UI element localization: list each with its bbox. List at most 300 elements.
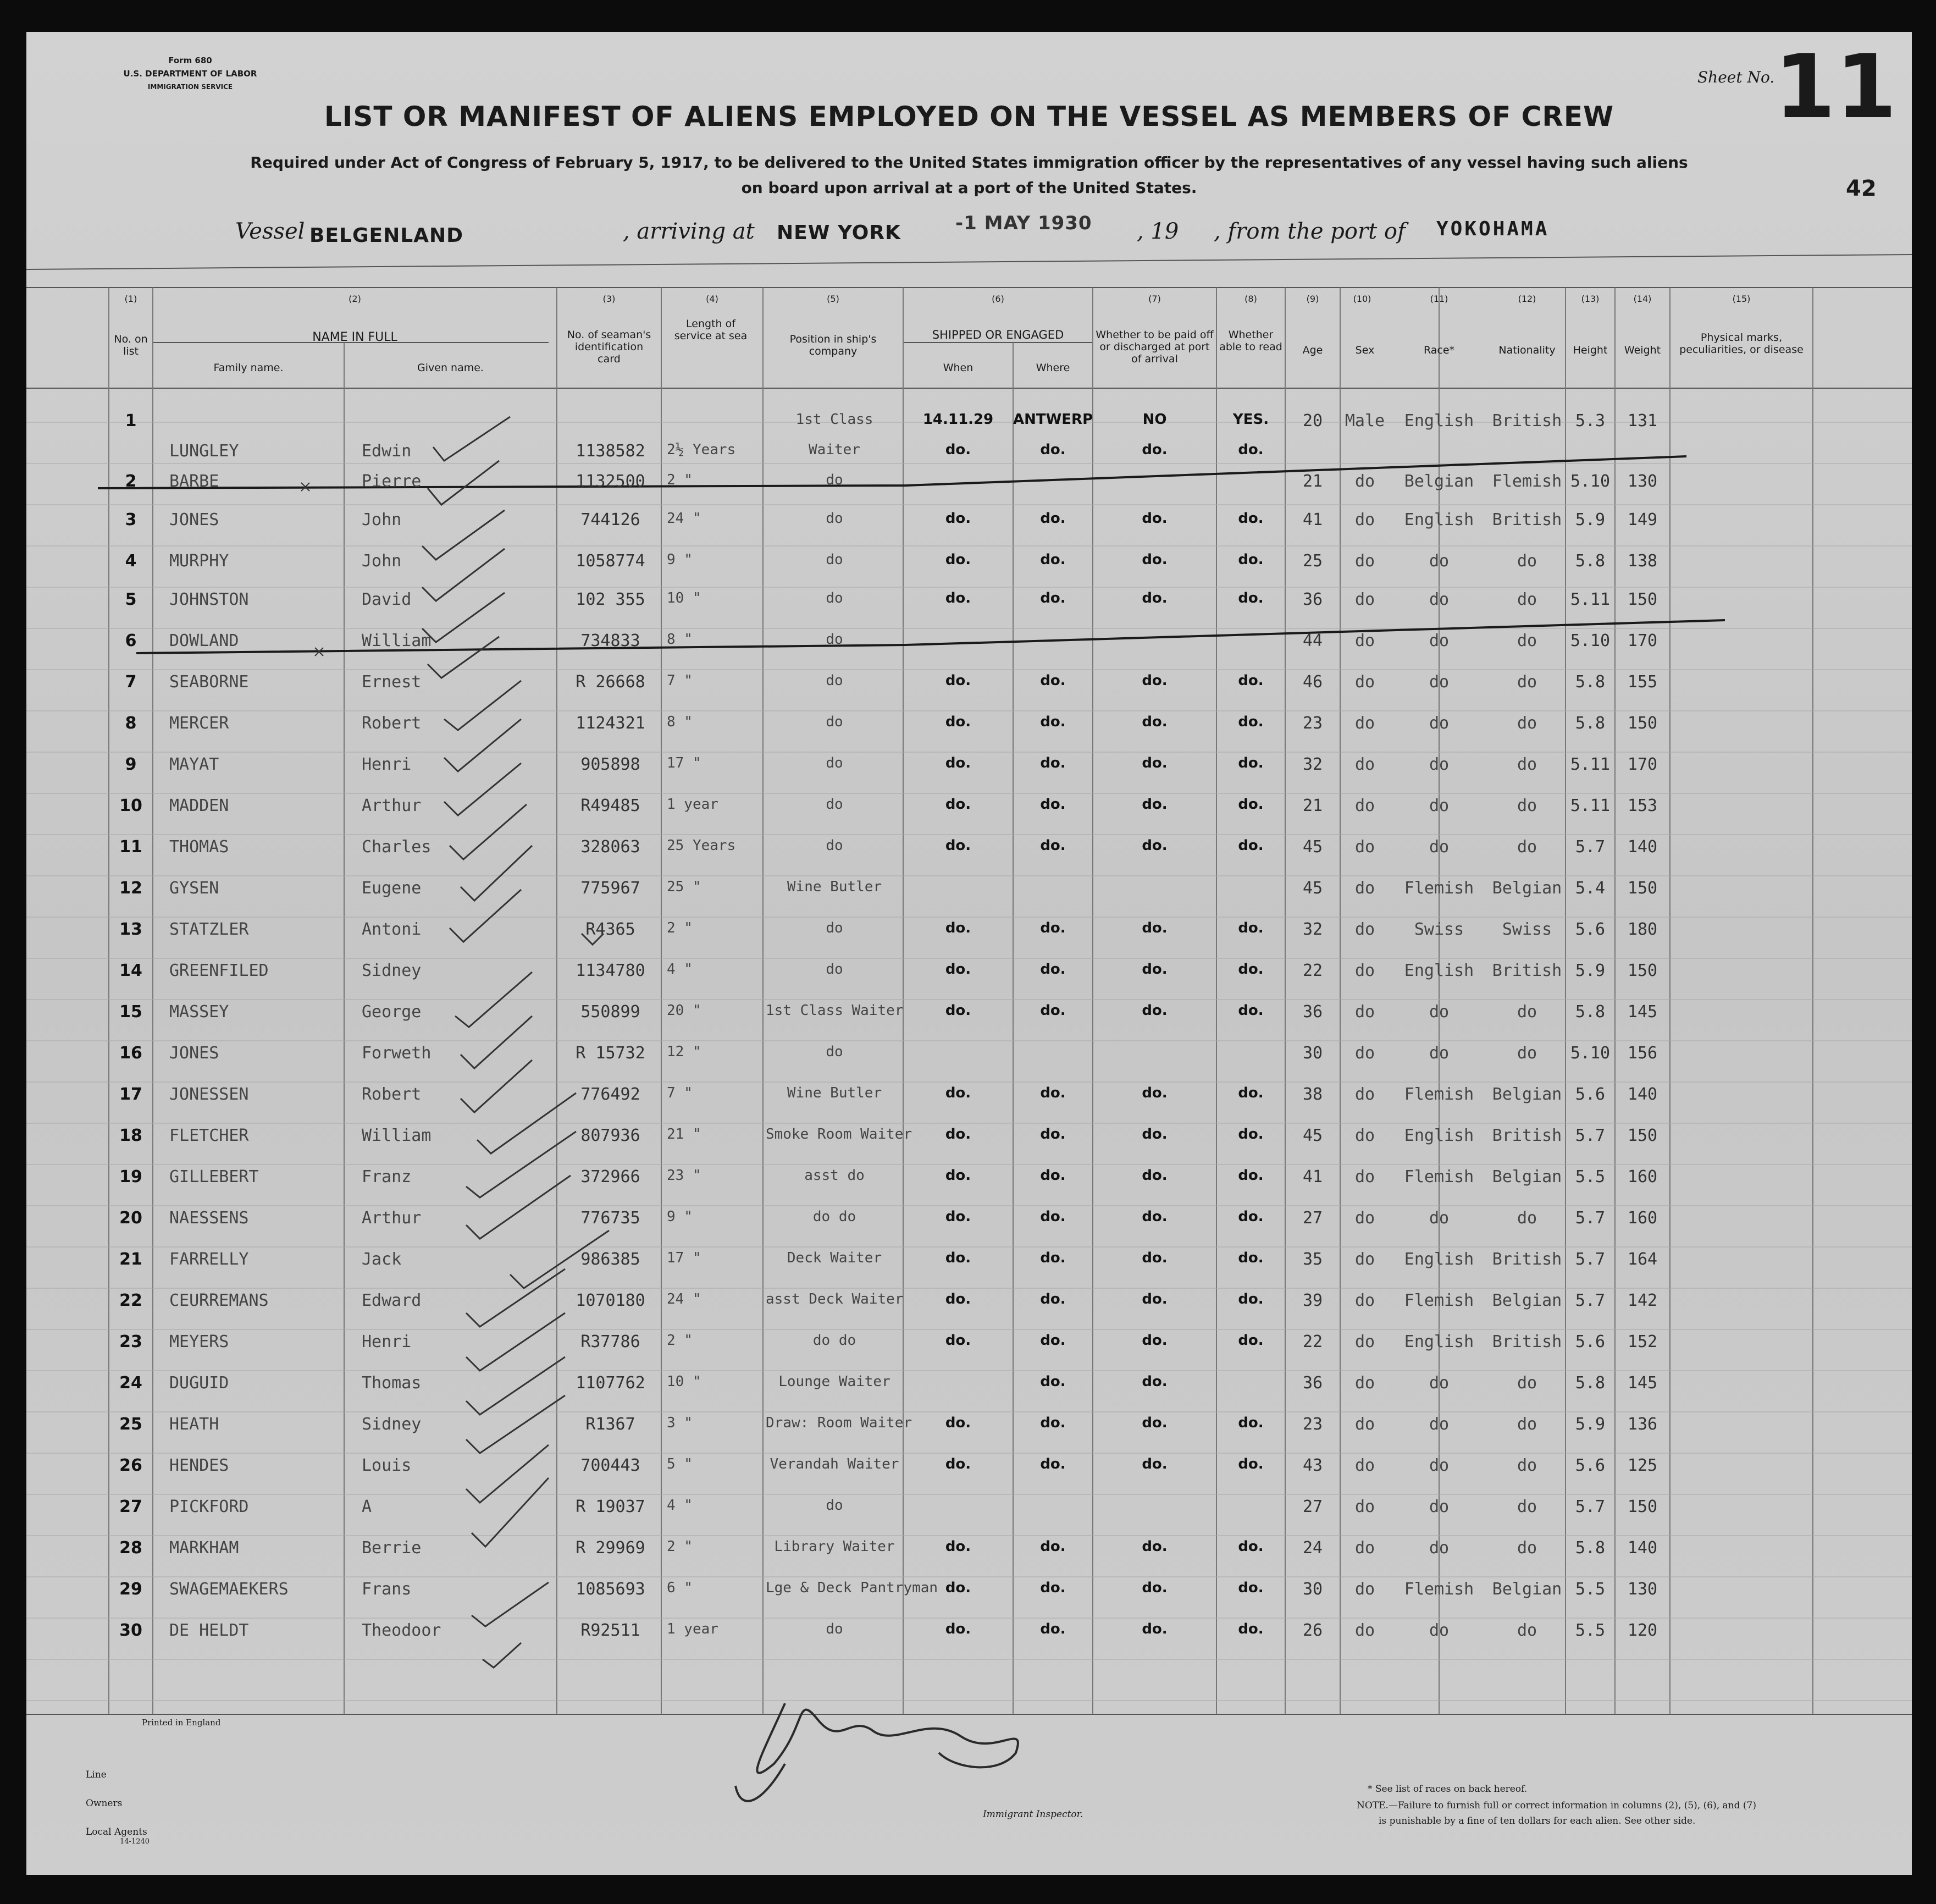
able-to-read: do. [1238, 1415, 1264, 1431]
note-line-2: is punishable by a fine of ten dollars for each alien. See other side. [1379, 1815, 1696, 1826]
height: 5.11 [1570, 755, 1611, 774]
given-name: Thomas [362, 1373, 422, 1393]
given-name: William [362, 631, 432, 650]
id-card-number: R 29969 [576, 1538, 645, 1558]
age: 36 [1302, 1002, 1323, 1022]
length-of-service: 4 " [667, 1497, 693, 1514]
paid-off: do. [1142, 590, 1168, 606]
weight: 120 [1627, 1621, 1658, 1640]
able-to-read: do. [1238, 961, 1264, 978]
length-of-service: 24 " [667, 510, 701, 527]
length-of-service: 2 " [667, 1332, 693, 1349]
position: asst do [804, 1167, 865, 1184]
nationality: do [1517, 590, 1537, 609]
weight: 140 [1627, 837, 1658, 857]
weight: 130 [1627, 472, 1658, 491]
given-name: Jack [362, 1250, 402, 1269]
table-row [26, 1291, 1912, 1324]
row-number: 8 [125, 714, 137, 733]
row-number: 12 [119, 879, 142, 898]
sex: do [1354, 1373, 1375, 1393]
nationality: Swiss [1502, 920, 1552, 939]
length-of-service: 21 " [667, 1126, 701, 1143]
department-name: U.S. DEPARTMENT OF LABOR [123, 69, 257, 79]
weight: 150 [1627, 590, 1658, 609]
table-row [26, 551, 1912, 584]
sex: do [1354, 879, 1375, 898]
able-to-read: do. [1238, 920, 1264, 936]
footer-line-label: Line [86, 1769, 107, 1780]
weight: 152 [1627, 1332, 1658, 1351]
given-name: Sidney [362, 961, 422, 980]
length-of-service: 10 " [667, 590, 701, 606]
age: 32 [1302, 920, 1323, 939]
paid-off: do. [1142, 920, 1168, 936]
height: 5.7 [1575, 1291, 1606, 1310]
given-name: Franz [362, 1167, 412, 1186]
length-of-service: 20 " [667, 1002, 701, 1019]
race: do [1429, 755, 1450, 774]
height: 5.9 [1575, 510, 1606, 529]
race: do [1429, 590, 1450, 609]
height: 5.5 [1575, 1580, 1606, 1599]
family-name: NAESSENS [169, 1208, 249, 1228]
footer-agents-label: Local Agents [86, 1826, 147, 1837]
age: 43 [1302, 1456, 1323, 1475]
nationality: British [1492, 1332, 1562, 1351]
row-number: 25 [119, 1415, 142, 1434]
shipped-where: do. [1040, 714, 1066, 730]
height: 5.8 [1575, 1002, 1606, 1022]
family-name: MASSEY [169, 1002, 229, 1022]
height: 5.10 [1570, 631, 1611, 650]
sex: do [1354, 1621, 1375, 1640]
sex: do [1354, 1002, 1375, 1022]
age: 41 [1302, 510, 1323, 529]
nationality: do [1517, 796, 1537, 815]
header-shipped: SHIPPED OR ENGAGED [932, 328, 1064, 341]
given-name: Henri [362, 755, 412, 774]
age: 45 [1302, 837, 1323, 857]
height: 5.5 [1575, 1621, 1606, 1640]
family-name: DE HELDT [169, 1621, 249, 1640]
sex: do [1354, 961, 1375, 980]
race: do [1429, 1456, 1450, 1475]
age: 36 [1302, 590, 1323, 609]
id-card-number: 700443 [580, 1456, 640, 1475]
shipped-when: do. [945, 510, 971, 527]
able-to-read: do. [1238, 714, 1264, 730]
from-port: YOKOHAMA [1436, 218, 1550, 240]
race: do [1429, 837, 1450, 857]
length-of-service: 10 " [667, 1373, 701, 1390]
paid-off: do. [1142, 1332, 1168, 1349]
weight: 180 [1627, 920, 1658, 939]
paid-off: do. [1142, 1456, 1168, 1472]
id-card-number: R 26668 [576, 672, 645, 692]
weight: 142 [1627, 1291, 1658, 1310]
id-card-number: 744126 [580, 510, 640, 529]
paid-off: do. [1142, 714, 1168, 730]
given-name: A [362, 1497, 372, 1516]
table-row [26, 1373, 1912, 1406]
header-name-in-full: NAME IN FULL [312, 330, 397, 344]
subtitle-line-2: on board upon arrival at a port of the United States. [741, 179, 1197, 197]
row-number: 28 [119, 1538, 142, 1558]
weight: 160 [1627, 1167, 1658, 1186]
weight: 160 [1627, 1208, 1658, 1228]
family-name: SEABORNE [169, 672, 249, 692]
age: 30 [1302, 1580, 1323, 1599]
able-to-read: do. [1238, 1456, 1264, 1472]
nationality: British [1492, 961, 1562, 980]
col-num-3: (3) [602, 294, 616, 304]
shipped-where: do. [1040, 1167, 1066, 1184]
age: 22 [1302, 1332, 1323, 1351]
length-of-service: 12 " [667, 1044, 701, 1060]
paid-off: do. [1142, 1580, 1168, 1596]
position: do [826, 590, 843, 606]
race: do [1429, 1415, 1450, 1434]
table-row [26, 672, 1912, 705]
header-able-read: Whether able to read [1219, 329, 1282, 353]
nationality: do [1517, 1497, 1537, 1516]
age: 23 [1302, 1415, 1323, 1434]
header-marks: Physical marks, peculiarities, or disease [1679, 332, 1804, 356]
weight: 125 [1627, 1456, 1658, 1475]
arrival-date-stamp: -1 MAY 1930 [955, 212, 1092, 234]
sex: do [1354, 551, 1375, 571]
able-to-read: do. [1238, 1250, 1264, 1266]
id-card-number: R4365 [585, 920, 635, 939]
id-card-number: R49485 [580, 796, 640, 815]
length-of-service: 17 " [667, 1250, 701, 1266]
height: 5.7 [1575, 1250, 1606, 1269]
paid-off: NO [1142, 411, 1167, 428]
paid-off: do. [1142, 1126, 1168, 1143]
given-name: Berrie [362, 1538, 422, 1558]
height: 5.8 [1575, 672, 1606, 692]
row-number: 5 [125, 590, 137, 609]
length-of-service: 6 " [667, 1580, 693, 1596]
position: Waiter [809, 441, 860, 458]
race: Belgian [1404, 472, 1474, 491]
paid-off: do. [1142, 961, 1168, 978]
position: do [826, 510, 843, 527]
given-name: David [362, 590, 412, 609]
position: do [826, 1621, 843, 1637]
row-number: 24 [119, 1373, 142, 1393]
shipped-when: do. [945, 441, 971, 458]
sex: do [1354, 590, 1375, 609]
shipped-where: do. [1040, 1373, 1066, 1390]
position: asst Deck Waiter [766, 1291, 904, 1307]
race: do [1429, 1497, 1450, 1516]
id-card-number: 1138582 [576, 441, 645, 461]
footer-agents-code: 14-1240 [120, 1837, 150, 1846]
weight: 138 [1627, 551, 1658, 571]
nationality: do [1517, 1208, 1537, 1228]
nationality: do [1517, 1415, 1537, 1434]
header-weight: Weight [1624, 344, 1661, 356]
family-name: CEURREMANS [169, 1291, 269, 1310]
nationality: Belgian [1492, 1167, 1562, 1186]
shipped-when: do. [945, 1167, 971, 1184]
sheet-number: 11 [1774, 35, 1897, 138]
age: 23 [1302, 714, 1323, 733]
race: English [1404, 1126, 1474, 1145]
nationality: Flemish [1492, 472, 1562, 491]
header-no-on-list: No. on list [114, 333, 148, 357]
height: 5.6 [1575, 1332, 1606, 1351]
shipped-when: do. [945, 1415, 971, 1431]
race: Flemish [1404, 1291, 1474, 1310]
col-num-15: (15) [1732, 294, 1751, 304]
age: 25 [1302, 551, 1323, 571]
length-of-service: 25 " [667, 879, 701, 895]
able-to-read: do. [1238, 1126, 1264, 1143]
row-number: 23 [119, 1332, 142, 1351]
race: do [1429, 551, 1450, 571]
table-row [26, 1415, 1912, 1448]
shipped-when: do. [945, 1621, 971, 1637]
height: 5.9 [1575, 961, 1606, 980]
length-of-service: 25 Years [667, 837, 736, 854]
height: 5.7 [1575, 1208, 1606, 1228]
length-of-service: 2 " [667, 920, 693, 936]
paid-off: do. [1142, 1208, 1168, 1225]
family-name: HENDES [169, 1456, 229, 1475]
sex: do [1354, 1415, 1375, 1434]
nationality: British [1492, 1126, 1562, 1145]
table-row [26, 1538, 1912, 1571]
shipped-where: do. [1040, 1332, 1066, 1349]
col-num-12: (12) [1518, 294, 1536, 304]
given-name: Sidney [362, 1415, 422, 1434]
table-row [26, 920, 1912, 953]
header-id-card: No. of seaman's identification card [567, 329, 651, 365]
sheet-label: Sheet No. [1697, 68, 1775, 86]
family-name: BARBE [169, 472, 219, 491]
length-of-service: 23 " [667, 1167, 701, 1184]
shipped-when: do. [945, 672, 971, 689]
position: 1st Class [795, 411, 873, 428]
race: do [1429, 1538, 1450, 1558]
given-name: Robert [362, 714, 422, 733]
shipped-when: do. [945, 920, 971, 936]
inspector-label: Immigrant Inspector. [983, 1809, 1083, 1820]
nationality: British [1492, 510, 1562, 529]
position: do [826, 1044, 843, 1060]
position: do [826, 672, 843, 689]
height: 5.10 [1570, 1044, 1611, 1063]
family-name: THOMAS [169, 837, 229, 857]
arrival-port: NEW YORK [777, 222, 901, 244]
position: do [826, 837, 843, 854]
family-name: JONES [169, 1044, 219, 1063]
length-of-service: 2 " [667, 1538, 693, 1555]
shipped-when: do. [945, 1456, 971, 1472]
shipped-where: do. [1040, 672, 1066, 689]
length-of-service: 2 " [667, 472, 693, 488]
paid-off: do. [1142, 755, 1168, 771]
id-card-number: 550899 [580, 1002, 640, 1022]
manifest-title: LIST OR MANIFEST OF ALIENS EMPLOYED ON THE VESSEL AS MEMBERS OF CREW [324, 101, 1614, 133]
id-card-number: R92511 [580, 1621, 640, 1640]
table-row [26, 1044, 1912, 1077]
sex: do [1354, 1085, 1375, 1104]
vessel-label: Vessel [235, 219, 305, 244]
col-num-1: (1) [124, 294, 137, 304]
id-card-number: 734833 [580, 631, 640, 650]
paid-off: do. [1142, 441, 1168, 458]
year-label: , 19 [1137, 219, 1179, 244]
position: Lounge Waiter [778, 1373, 890, 1390]
shipped-when: do. [945, 1538, 971, 1555]
table-row [26, 1332, 1912, 1365]
table-row [26, 714, 1912, 747]
header-height: Height [1573, 344, 1608, 356]
shipped-when: do. [945, 796, 971, 813]
shipped-where: do. [1040, 1291, 1066, 1307]
shipped-where: do. [1040, 1126, 1066, 1143]
age: 35 [1302, 1250, 1323, 1269]
nationality: do [1517, 1538, 1537, 1558]
table-row [26, 472, 1912, 505]
id-card-number: 1124321 [576, 714, 645, 733]
id-card-number: 1134780 [576, 961, 645, 980]
sex: do [1354, 1580, 1375, 1599]
length-of-service: 7 " [667, 1085, 693, 1101]
race: do [1429, 1002, 1450, 1022]
position: do [826, 961, 843, 978]
family-name: MURPHY [169, 551, 229, 571]
length-of-service: 7 " [667, 672, 693, 689]
age: 21 [1302, 796, 1323, 815]
sex: do [1354, 1167, 1375, 1186]
able-to-read: do. [1238, 1621, 1264, 1637]
able-to-read: YES. [1232, 411, 1269, 428]
paid-off: do. [1142, 1085, 1168, 1101]
shipped-when: do. [945, 755, 971, 771]
given-name: Frans [362, 1580, 412, 1599]
sex: do [1354, 1538, 1375, 1558]
sex: do [1354, 472, 1375, 491]
length-of-service: 4 " [667, 961, 693, 978]
height: 5.7 [1575, 1497, 1606, 1516]
race: English [1404, 1250, 1474, 1269]
sex: do [1354, 1044, 1375, 1063]
weight: 150 [1627, 1497, 1658, 1516]
col-num-7: (7) [1148, 294, 1161, 304]
height: 5.8 [1575, 551, 1606, 571]
id-card-number: R37786 [580, 1332, 640, 1351]
nationality: do [1517, 837, 1537, 857]
given-name: Pierre [362, 472, 422, 491]
given-name: John [362, 551, 402, 571]
table-row [26, 837, 1912, 870]
paid-off: do. [1142, 837, 1168, 854]
paid-off: do. [1142, 1373, 1168, 1390]
race: English [1404, 1332, 1474, 1351]
id-card-number: 102 355 [576, 590, 645, 609]
age: 24 [1302, 1538, 1323, 1558]
shipped-where: do. [1040, 1002, 1066, 1019]
id-card-number: 776735 [580, 1208, 640, 1228]
length-of-service: 1 year [667, 1621, 718, 1637]
from-port-label: , from the port of [1214, 219, 1406, 244]
shipped-when: do. [945, 1580, 971, 1596]
family-name: HEATH [169, 1415, 219, 1434]
height: 5.11 [1570, 590, 1611, 609]
header-where: Where [1036, 362, 1070, 374]
shipped-where: do. [1040, 510, 1066, 527]
family-name: GILLEBERT [169, 1167, 259, 1186]
position: do [826, 631, 843, 648]
row-number: 9 [125, 755, 137, 774]
given-name: Edward [362, 1291, 422, 1310]
paid-off: do. [1142, 1167, 1168, 1184]
given-name: Louis [362, 1456, 412, 1475]
shipped-where: do. [1040, 1085, 1066, 1101]
sex: do [1354, 714, 1375, 733]
age: 41 [1302, 1167, 1323, 1186]
weight: 130 [1627, 1580, 1658, 1599]
shipped-where: do. [1040, 551, 1066, 568]
race: do [1429, 1621, 1450, 1640]
weight: 150 [1627, 879, 1658, 898]
id-card-number: R1367 [585, 1415, 635, 1434]
age: 32 [1302, 755, 1323, 774]
row-number: 11 [119, 837, 142, 857]
subtitle-line-1: Required under Act of Congress of February 5, 1917, to be delivered to the United States immigration officer by the representatives of any vessel having such aliens [250, 153, 1688, 172]
header-age: Age [1302, 344, 1323, 356]
paid-off: do. [1142, 551, 1168, 568]
weight: 150 [1627, 714, 1658, 733]
crew-rows [26, 32, 1912, 1875]
row-number: 2 [125, 472, 137, 491]
sex: do [1354, 510, 1375, 529]
shipped-when: do. [945, 1085, 971, 1101]
table-row [26, 1167, 1912, 1200]
sex: do [1354, 920, 1375, 939]
shipped-where: do. [1040, 590, 1066, 606]
service-name: IMMIGRATION SERVICE [147, 83, 233, 91]
row-number: 22 [119, 1291, 142, 1310]
shipped-when: do. [945, 1208, 971, 1225]
header-length-service: Length of service at sea [674, 318, 748, 342]
sex: do [1354, 1126, 1375, 1145]
sex: do [1354, 796, 1375, 815]
given-name: Charles [362, 837, 432, 857]
age: 30 [1302, 1044, 1323, 1063]
height: 5.4 [1575, 879, 1606, 898]
nationality: Belgian [1492, 1085, 1562, 1104]
shipped-where: do. [1040, 796, 1066, 813]
position: do do [812, 1208, 856, 1225]
row-number: 3 [125, 510, 137, 529]
race: do [1429, 1373, 1450, 1393]
family-name: LUNGLEY [169, 441, 239, 461]
row-number: 18 [119, 1126, 142, 1145]
length-of-service: 9 " [667, 551, 693, 568]
shipped-when: do. [945, 551, 971, 568]
length-of-service: 9 " [667, 1208, 693, 1225]
race: Swiss [1414, 920, 1464, 939]
position: do [826, 920, 843, 936]
shipped-when: do. [945, 1002, 971, 1019]
length-of-service: 3 " [667, 1415, 693, 1431]
